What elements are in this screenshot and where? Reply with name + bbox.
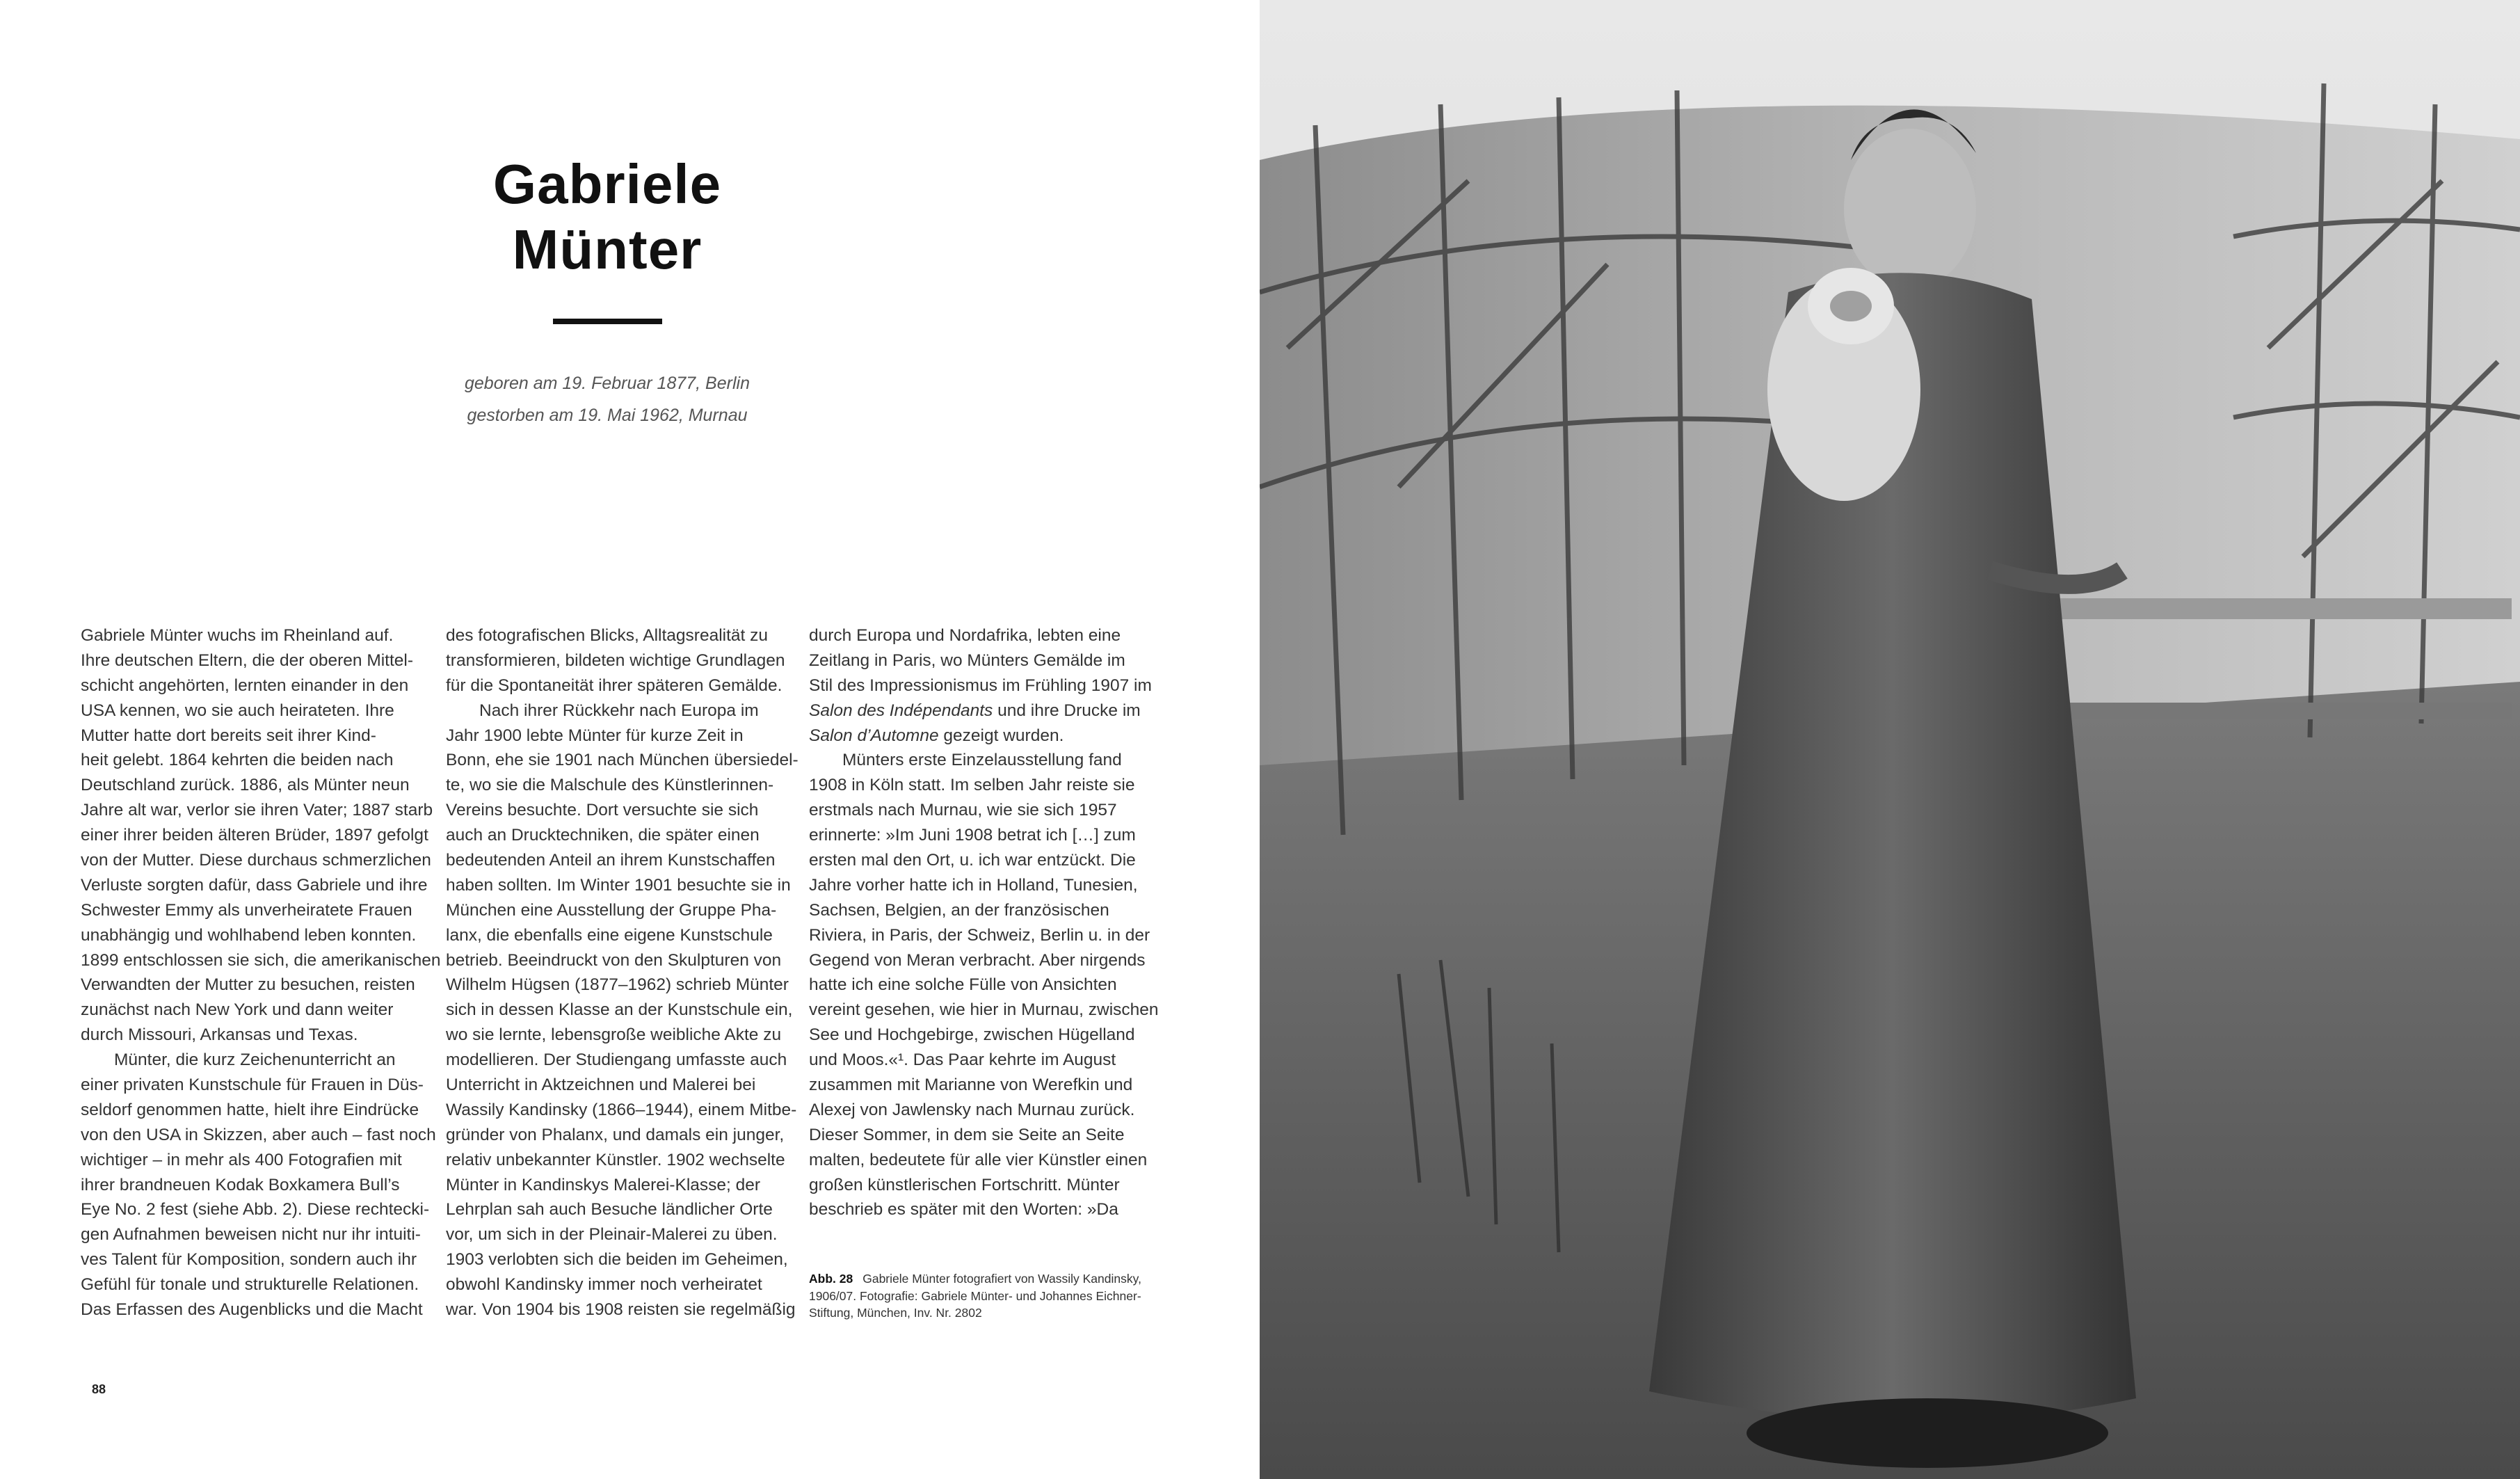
text-line: erstmals nach Murnau, wie sie sich 1957: [809, 801, 1117, 820]
text-line: Riviera, in Paris, der Schweiz, Berlin u. in der: [809, 925, 1150, 945]
text-line: unabhängig und wohlhabend leben konnten.: [81, 925, 417, 945]
text-line: betrieb. Beeindruckt von den Skulpturen von: [446, 950, 782, 970]
text-line: Unterricht in Aktzeichnen und Malerei bei: [446, 1076, 756, 1095]
text-line: vereint gesehen, wie hier in Murnau, zwischen: [809, 1000, 1159, 1020]
text-line: schicht angehörten, lernten einander in den: [81, 675, 409, 695]
text-line: Münter, die kurz Zeichenunterricht an: [114, 1050, 396, 1070]
text-line: wichtiger – in mehr als 400 Fotografien mit: [81, 1150, 402, 1169]
text-line: te, wo sie die Malschule des Künstlerinnen-: [446, 776, 774, 795]
text-line: Das Erfassen des Augenblicks und die Macht: [81, 1300, 423, 1320]
text-line: Deutschland zurück. 1886, als Münter neun: [81, 776, 410, 795]
title-divider: [553, 319, 662, 324]
text-line: Gabriele Münter wuchs im Rheinland auf.: [81, 626, 394, 645]
caption-label: Abb. 28: [809, 1272, 853, 1286]
text-line: beschrieb es später mit den Worten: »Da: [809, 1200, 1118, 1220]
text-line: Alexej von Jawlensky nach Murnau zurück.: [809, 1100, 1135, 1119]
page-title: [399, 152, 816, 282]
caption-text: Gabriele Münter fotografiert von Wassily Kandinsky, 1906/07. Fotografie: Gabriele Münter- und Johannes Eichner-Stiftung, München, Inv. Nr. 2802: [809, 1272, 1141, 1320]
photo-image: [1260, 0, 2520, 1479]
text-line: Mutter hatte dort bereits seit ihrer Kind-: [81, 726, 376, 745]
text-line: Eye No. 2 fest (siehe Abb. 2). Diese rechtecki-: [81, 1200, 430, 1220]
text-column-3: [809, 623, 1164, 1222]
text-line: großen künstlerischen Fortschritt. Münter: [809, 1175, 1120, 1194]
text-line: heit gelebt. 1864 kehrten die beiden nach: [81, 751, 394, 770]
text-line: ves Talent für Komposition, sondern auch ihr: [81, 1250, 417, 1270]
text-line: von der Mutter. Diese durchaus schmerzlichen: [81, 851, 431, 870]
text-line: einer privaten Kunstschule für Frauen in Düs-: [81, 1076, 424, 1095]
text-line: Lehrplan sah auch Besuche ländlicher Orte: [446, 1200, 773, 1220]
text-line: hatte ich eine solche Fülle von Ansichten: [809, 975, 1117, 995]
text-column-1: [81, 623, 441, 1322]
text-line: 1903 verlobten sich die beiden im Geheimen,: [446, 1250, 788, 1270]
text-line: Wilhelm Hügsen (1877–1962) schrieb Münter: [446, 975, 789, 995]
text-line: Vereins besuchte. Dort versuchte sie sich: [446, 801, 759, 820]
text-line: Verluste sorgten dafür, dass Gabriele und ihre: [81, 875, 428, 895]
italic-title: Salon des Indépendants: [809, 701, 993, 720]
title-line-2: Münter: [512, 218, 703, 280]
text-line: modellieren. Der Studiengang umfasste auch: [446, 1050, 787, 1070]
text-line: Münter in Kandinskys Malerei-Klasse; der: [446, 1175, 761, 1194]
text-line: 1908 in Köln statt. Im selben Jahr reiste sie: [809, 776, 1135, 795]
text-line: Ihre deutschen Eltern, die der oberen Mittel-: [81, 650, 414, 670]
text-line: haben sollten. Im Winter 1901 besuchte sie in: [446, 875, 791, 895]
death-line: gestorben am 19. Mai 1962, Murnau: [467, 406, 748, 425]
text-line: für die Spontaneität ihrer späteren Gemälde.: [446, 675, 783, 695]
text-line: Schwester Emmy als unverheiratete Frauen: [81, 900, 412, 920]
text-line: Zeitlang in Paris, wo Münters Gemälde im: [809, 650, 1125, 670]
text-line: zunächst nach New York und dann weiter: [81, 1000, 394, 1020]
text-line: Verwandten der Mutter zu besuchen, reisten: [81, 975, 415, 995]
text-line: von den USA in Skizzen, aber auch – fast noch: [81, 1125, 436, 1144]
text-line: Stil des Impressionismus im Frühling 1907 im: [809, 675, 1152, 695]
page-number: 88: [92, 1382, 106, 1396]
text-line: durch Missouri, Arkansas und Texas.: [81, 1025, 358, 1045]
text-line: des fotografischen Blicks, Alltagsrealität zu: [446, 626, 769, 645]
text-line: erinnerte: »Im Juni 1908 betrat ich […] zum: [809, 826, 1136, 845]
text-line: malten, bedeutete für alle vier Künstler einen: [809, 1150, 1148, 1169]
text-line: lanx, die ebenfalls eine eigene Kunstschule: [446, 925, 773, 945]
text-line: Nach ihrer Rückkehr nach Europa im: [479, 701, 759, 720]
text-line: durch Europa und Nordafrika, lebten eine: [809, 626, 1121, 645]
text-line: Jahr 1900 lebte Münter für kurze Zeit in: [446, 726, 744, 745]
text-line: Wassily Kandinsky (1866–1944), einem Mitbe-: [446, 1100, 797, 1119]
life-dates: [399, 367, 816, 431]
text-line: Salon d’Automne gezeigt wurden.: [809, 726, 1064, 745]
italic-title: Salon d’Automne: [809, 726, 939, 745]
text-line: obwohl Kandinsky immer noch verheiratet: [446, 1275, 762, 1295]
text-line: wo sie lernte, lebensgroße weibliche Akte zu: [446, 1025, 782, 1045]
text-line: Gegend von Meran verbracht. Aber nirgends: [809, 950, 1146, 970]
text-line: gen Aufnahmen beweisen nicht nur ihr intuiti-: [81, 1225, 421, 1245]
text-line: gründer von Phalanx, und damals ein junger,: [446, 1125, 785, 1144]
text-line: einer ihrer beiden älteren Brüder, 1897 gefolgt: [81, 826, 428, 845]
text-line: Dieser Sommer, in dem sie Seite an Seite: [809, 1125, 1125, 1144]
text-line: ersten mal den Ort, u. ich war entzückt. Die: [809, 851, 1136, 870]
text-line: relativ unbekannter Künstler. 1902 wechselte: [446, 1150, 785, 1169]
text-line: Jahre alt war, verlor sie ihren Vater; 1887 starb: [81, 801, 433, 820]
title-line-1: Gabriele: [492, 153, 722, 215]
text-line: seldorf genommen hatte, hielt ihre Eindrücke: [81, 1100, 419, 1119]
photograph-woman-with-cat: [1260, 0, 2520, 1479]
text-line: transformieren, bildeten wichtige Grundlagen: [446, 650, 785, 670]
text-line: Jahre vorher hatte ich in Holland, Tunesien,: [809, 875, 1138, 895]
figure-caption: [809, 1270, 1157, 1322]
birth-line: geboren am 19. Februar 1877, Berlin: [465, 374, 750, 393]
text-line: sich in dessen Klasse an der Kunstschule ein,: [446, 1000, 793, 1020]
text-line: Salon des Indépendants und ihre Drucke im: [809, 701, 1141, 720]
text-line: und Moos.«¹. Das Paar kehrte im August: [809, 1050, 1116, 1070]
text-line: zusammen mit Marianne von Werefkin und: [809, 1076, 1133, 1095]
text-line: Sachsen, Belgien, an der französischen: [809, 900, 1109, 920]
text-line: Bonn, ehe sie 1901 nach München übersiedel-: [446, 751, 798, 770]
text-line: Münters erste Einzelausstellung fand: [842, 751, 1122, 770]
text-line: vor, um sich in der Pleinair-Malerei zu üben.: [446, 1225, 778, 1245]
text-column-2: [446, 623, 801, 1322]
text-line: See und Hochgebirge, zwischen Hügelland: [809, 1025, 1135, 1045]
text-line: München eine Ausstellung der Gruppe Pha-: [446, 900, 777, 920]
text-line: war. Von 1904 bis 1908 reisten sie regelmäßig: [446, 1300, 796, 1320]
text-line: Gefühl für tonale und strukturelle Relationen.: [81, 1275, 419, 1295]
text-line: bedeutenden Anteil an ihrem Kunstschaffen: [446, 851, 776, 870]
text-line: 1899 entschlossen sie sich, die amerikanischen: [81, 950, 441, 970]
text-line: ihrer brandneuen Kodak Boxkamera Bull’s: [81, 1175, 400, 1194]
text-line: USA kennen, wo sie auch heirateten. Ihre: [81, 701, 394, 720]
text-line: auch an Drucktechniken, die später einen: [446, 826, 760, 845]
